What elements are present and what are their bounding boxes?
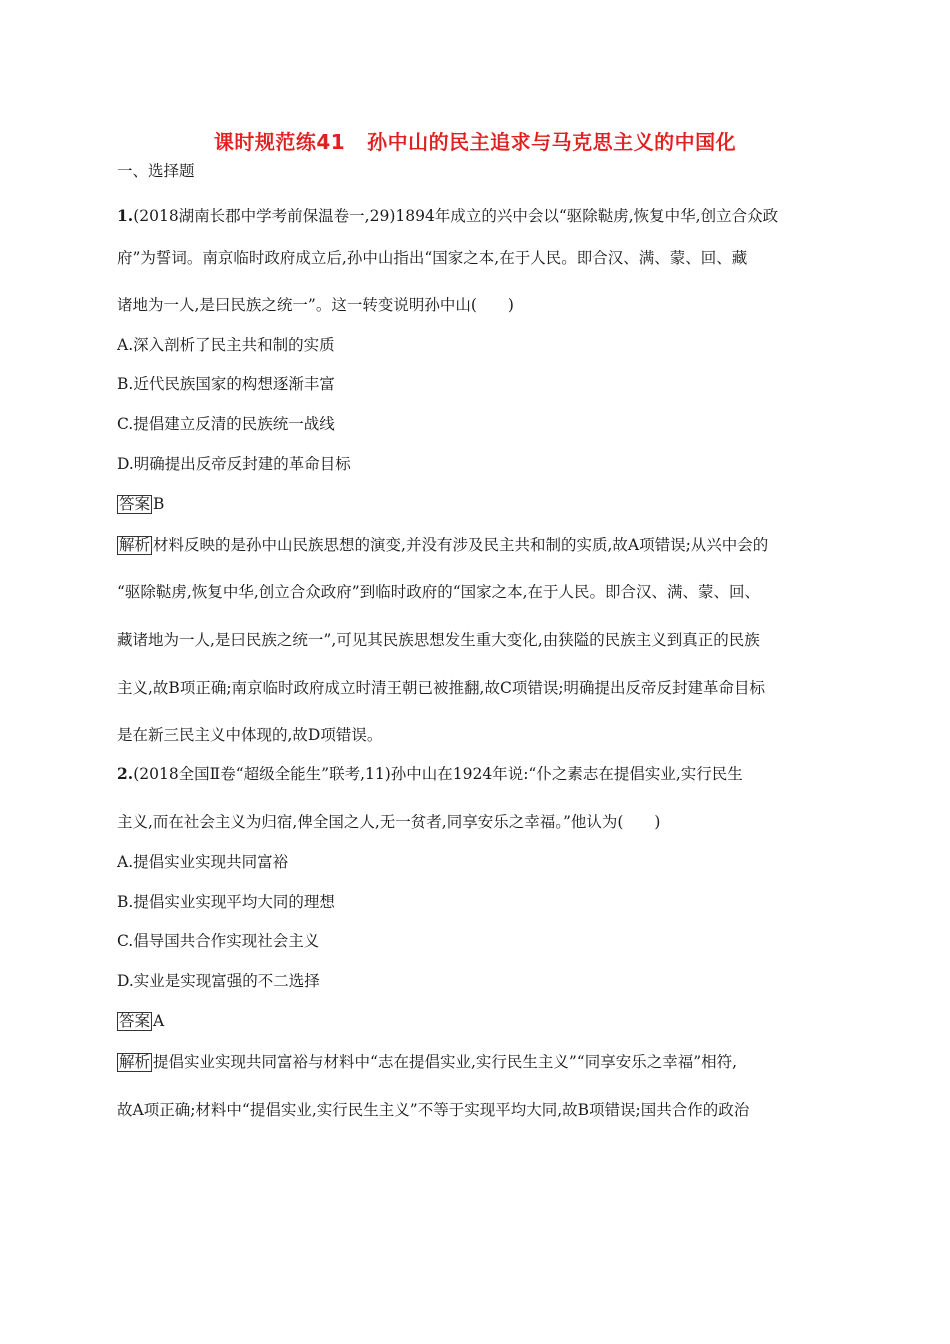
answer-tag: 答案 [119,1012,151,1030]
q1-option-c: C.提倡建立反清的民族统一战线 [117,415,335,433]
q2-stem-line-1 [117,764,743,784]
q1-stem-line-2: 府”为誓词。南京临时政府成立后,孙中山指出“国家之本,在于人民。即合汉、满、蒙、回、藏 [117,249,748,267]
q2-analysis-line-2: 故A项正确;材料中“提倡实业,实行民生主义”不等于实现平均大同,故B项错误;国共合作的政治 [117,1101,750,1119]
q1-option-a: A.深入剖析了民主共和制的实质 [117,336,335,354]
q2-option-c: C.倡导国共合作实现社会主义 [117,932,320,950]
q1-analysis-text-1: 材料反映的是孙中山民族思想的演变,并没有涉及民主共和制的实质,故A项错误;从兴中会的 [153,536,769,554]
title-sub: 孙中山的民主追求与马克思主义的中国化 [367,130,737,154]
analysis-tag: 解析 [119,536,151,554]
q1-stem-line-3: 诸地为一人,是曰民族之统一”。这一转变说明孙中山( ) [117,296,514,314]
q2-option-b: B.提倡实业实现平均大同的理想 [117,893,335,911]
q2-stem-line-2: 主义,而在社会主义为归宿,俾全国之人,无一贫者,同享安乐之幸福。”他认为( ) [117,813,661,831]
q1-number: 1. [117,206,134,225]
q2-answer [117,1011,164,1031]
q1-analysis-line-3: 藏诸地为一人,是曰民族之统一”,可见其民族思想发生重大变化,由狭隘的民族主义到真正的民族 [117,631,760,649]
q1-analysis-line-4: 主义,故B项正确;南京临时政府成立时清王朝已被推翻,故C项错误;明确提出反帝反封建革命目标 [117,679,766,697]
q1-answer [117,494,164,514]
q1-analysis-line-1 [117,535,768,555]
q2-analysis-text-1: 提倡实业实现共同富裕与材料中“志在提倡实业,实行民生主义”“同享安乐之幸福”相符, [153,1053,738,1071]
q2-option-d: D.实业是实现富强的不二选择 [117,972,320,990]
q1-answer-value: B [153,495,165,513]
page-title [0,126,950,155]
answer-tag: 答案 [119,495,151,513]
q1-analysis-line-5: 是在新三民主义中体现的,故D项错误。 [117,726,383,744]
section-heading: 一、选择题 [117,162,195,180]
q2-number: 2. [117,764,134,783]
q2-answer-value: A [153,1012,165,1030]
analysis-tag: 解析 [119,1053,151,1071]
title-main: 课时规范练41 [213,130,346,154]
q1-stem-line-1 [117,206,778,226]
q1-stem-text-1: (2018湖南长郡中学考前保温卷一,29)1894年成立的兴中会以“驱除鞑虏,恢复中华,创立合众政 [133,207,779,225]
q1-analysis-line-2: “驱除鞑虏,恢复中华,创立合众政府”到临时政府的“国家之本,在于人民。即合汉、满、蒙、回、 [117,583,761,601]
q2-option-a: A.提倡实业实现共同富裕 [117,853,289,871]
q2-analysis-line-1 [117,1052,737,1072]
q2-stem-text-1: (2018全国Ⅱ卷“超级全能生”联考,11)孙中山在1924年说:“仆之素志在提倡实业,实行民生 [133,765,743,783]
q1-option-b: B.近代民族国家的构想逐渐丰富 [117,375,335,393]
q1-option-d: D.明确提出反帝反封建的革命目标 [117,455,351,473]
